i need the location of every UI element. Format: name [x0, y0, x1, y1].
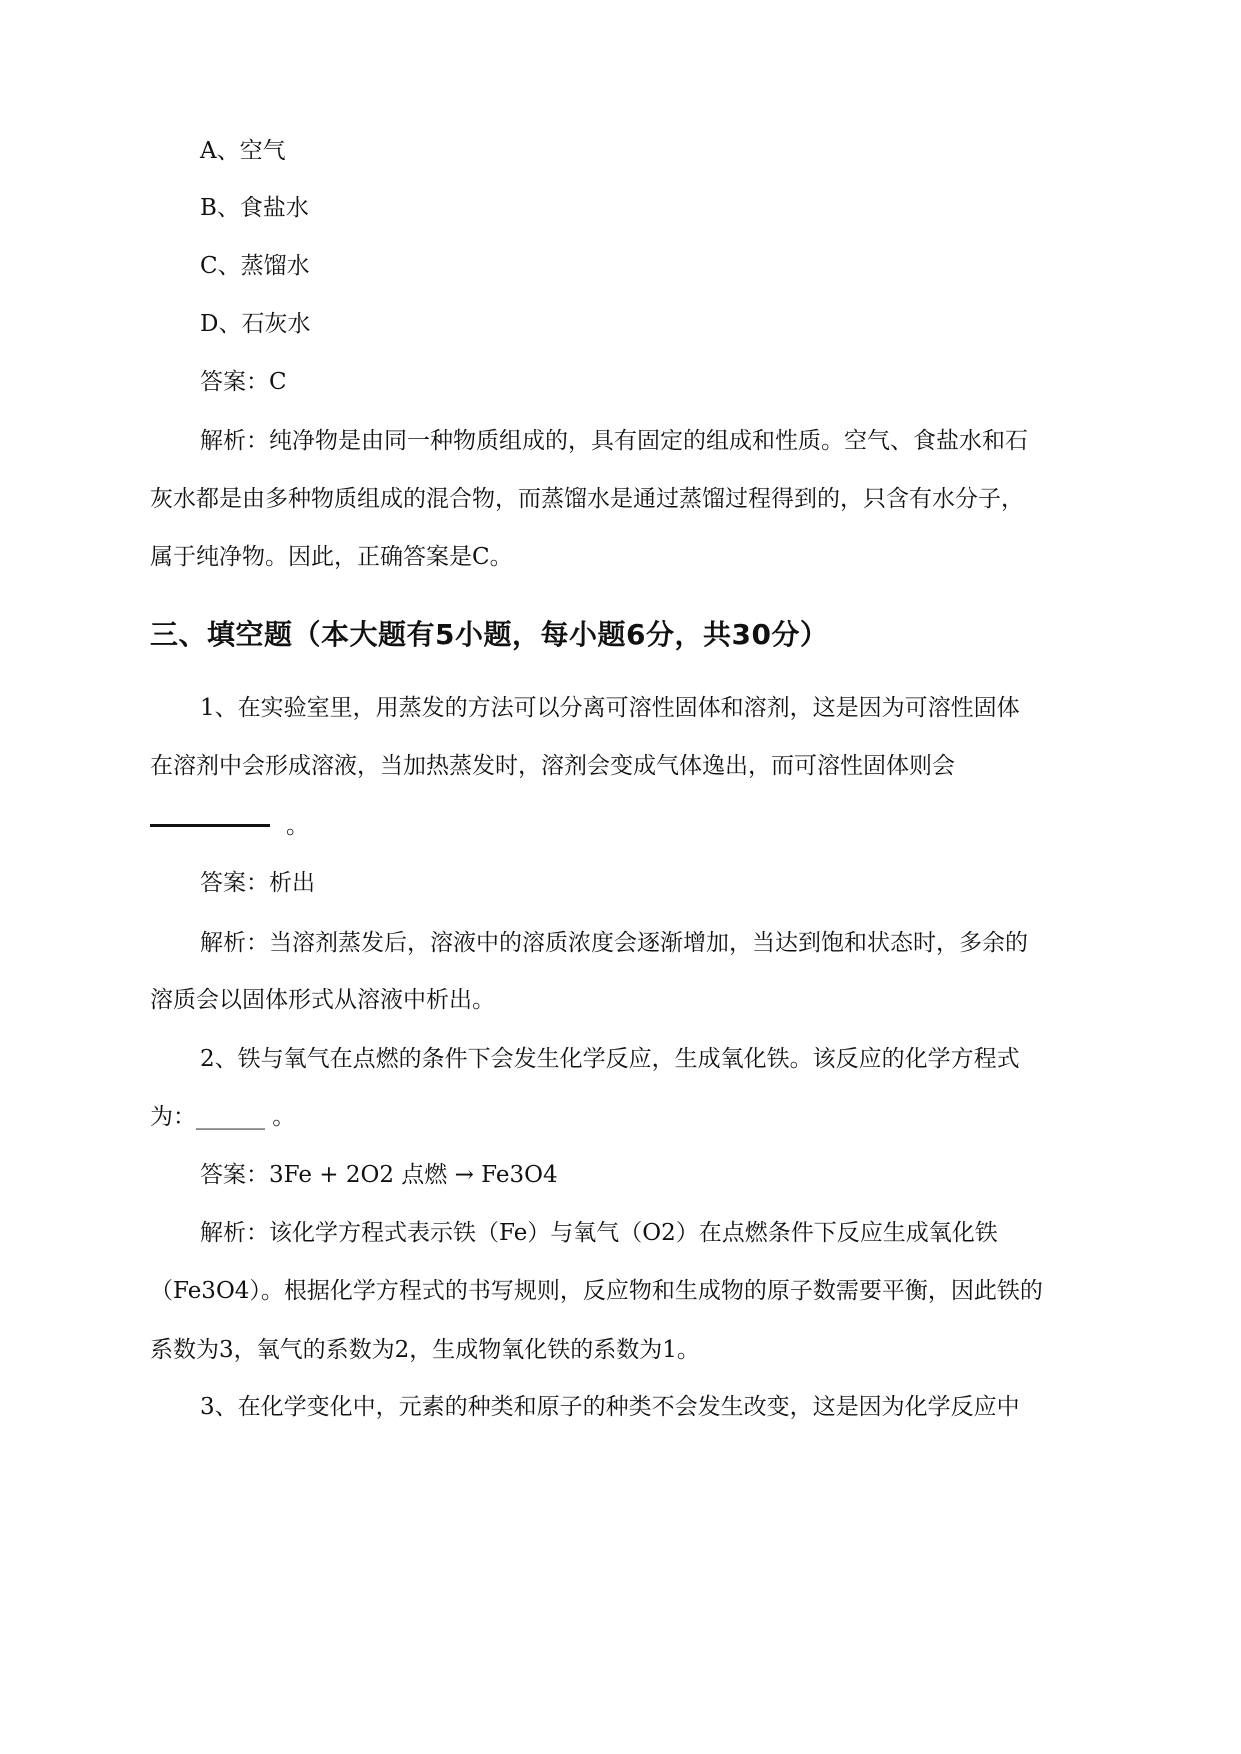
section-heading: 三、填空题（本大题有5小题，每小题6分，共30分）	[150, 618, 829, 651]
option-b: B、食盐水	[200, 195, 309, 221]
q2-line-1: 2、铁与氧气在点燃的条件下会发生化学反应，生成氧化铁。该反应的化学方程式	[200, 1046, 1020, 1072]
q1-line-1: 1、在实验室里，用蒸发的方法可以分离可溶性固体和溶剂，这是因为可溶性固体	[200, 695, 1020, 721]
q1-blank-tail: 。	[286, 813, 309, 839]
q1-answer-blank	[150, 824, 270, 827]
option-c: C、蒸馏水	[200, 253, 310, 279]
prev-explanation-line-2: 灰水都是由多种物质组成的混合物，而蒸馏水是通过蒸馏过程得到的，只含有水分子，	[150, 486, 1024, 512]
q1-explanation-line-2: 溶质会以固体形式从溶液中析出。	[150, 987, 495, 1013]
q3-line-1: 3、在化学变化中，元素的种类和原子的种类不会发生改变，这是因为化学反应中	[200, 1394, 1020, 1420]
q1-blank-line	[150, 811, 1100, 841]
option-a: A、空气	[200, 138, 286, 164]
prev-explanation-line-3: 属于纯净物。因此，正确答案是C。	[150, 544, 513, 570]
q1-line-2: 在溶剂中会形成溶液，当加热蒸发时，溶剂会变成气体逸出，而可溶性固体则会	[150, 753, 955, 779]
q2-explanation-line-1: 解析：该化学方程式表示铁（Fe）与氧气（O2）在点燃条件下反应生成氧化铁	[200, 1220, 998, 1246]
prev-answer: 答案：C	[200, 369, 287, 395]
q2-explanation-line-3: 系数为3，氧气的系数为2，生成物氧化铁的系数为1。	[150, 1337, 700, 1363]
q1-explanation-line-1: 解析：当溶剂蒸发后，溶液中的溶质浓度会逐渐增加，当达到饱和状态时，多余的	[200, 930, 1028, 956]
prev-explanation-line-1: 解析：纯净物是由同一种物质组成的，具有固定的组成和性质。空气、食盐水和石	[200, 428, 1028, 454]
q2-answer: 答案：3Fe + 2O2 点燃 → Fe3O4	[200, 1162, 558, 1188]
option-d: D、石灰水	[200, 311, 311, 337]
q2-explanation-line-2: （Fe3O4）。根据化学方程式的书写规则，反应物和生成物的原子数需要平衡，因此铁的	[150, 1278, 1043, 1304]
q2-line-2: 为：______ 。	[150, 1104, 296, 1130]
q1-answer: 答案：析出	[200, 870, 315, 896]
